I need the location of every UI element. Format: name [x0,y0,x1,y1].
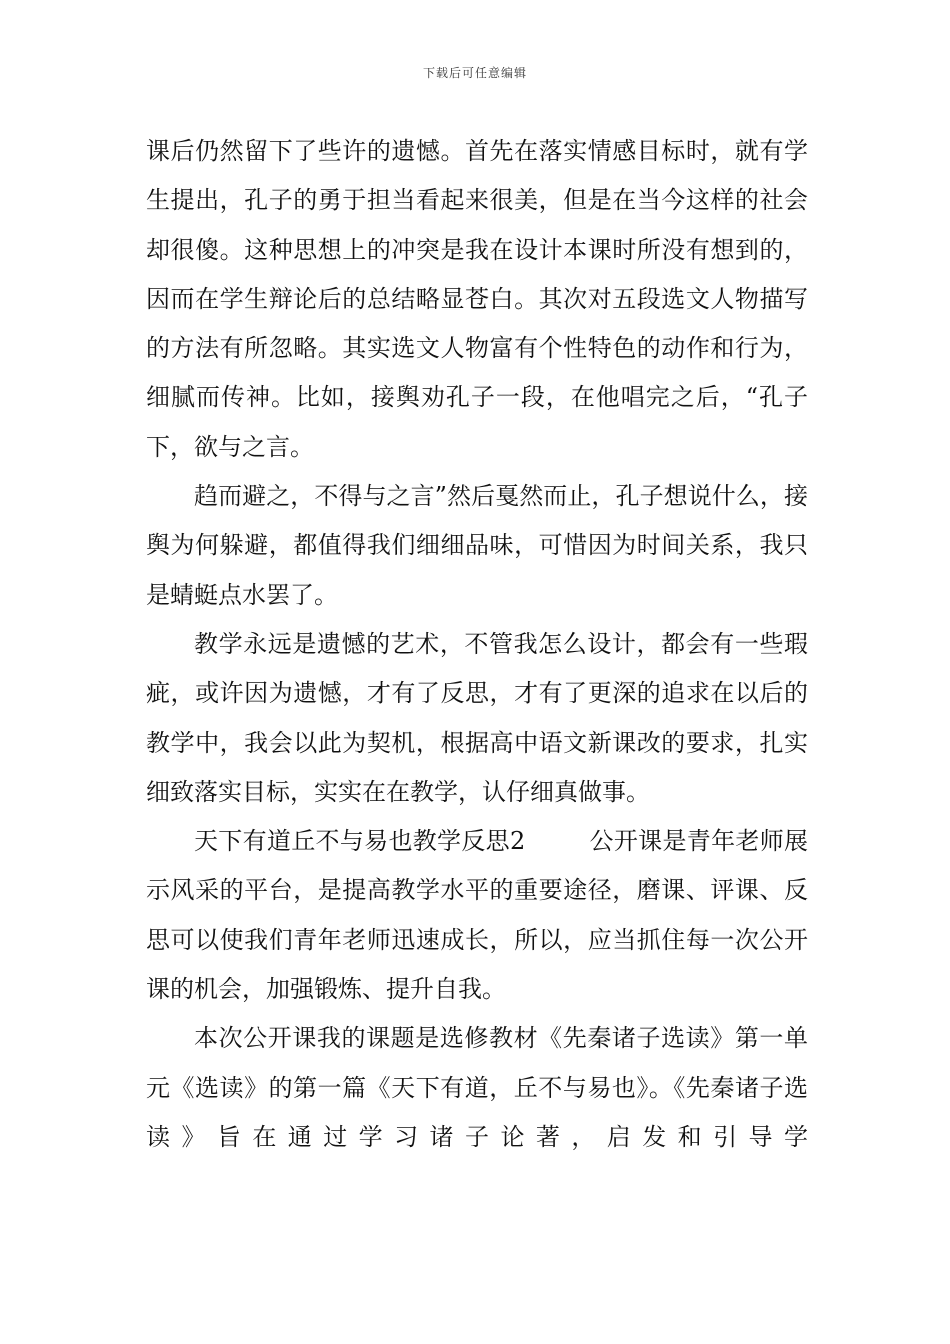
paragraph-4 [146,817,808,1014]
paragraph-3: 教学永远是遗憾的艺术，不管我怎么设计，都会有一些瑕疵，或许因为遗憾，才有了反思，才有了更深的追求在以后的教学中，我会以此为契机，根据高中语文新课改的要求，扎实细致落实目标，实实在在教学，认仔细真做事。 [146,629,808,806]
section-heading: 天下有道丘不与易也教学反思2 [194,827,526,856]
paragraph-4-text: 公开课是青年老师展示风采的平台，是提高教学水平的重要途径，磨课、评课、反思可以使我们青年老师迅速成长，所以，应当抓住每一次公开课的机会，加强锻炼、提升自我。 [146,827,808,1004]
paragraph-2: 趋而避之，不得与之言”然后戛然而止，孔子想说什么，接舆为何躲避，都值得我们细细品味，可惜因为时间关系，我只是蜻蜓点水罢了。 [146,482,808,609]
header-note: 下载后可任意编辑 [422,66,527,80]
paragraph-5: 本次公开课我的课题是选修教材《先秦诸子选读》第一单元《选读》的第一篇《天下有道，丘不与易也》。《先秦诸子选读》旨在通过学习诸子论著，启发和引导学 [146,1024,808,1151]
document-body [146,127,808,1162]
paragraph-1: 课后仍然留下了些许的遗憾。首先在落实情感目标时，就有学生提出，孔子的勇于担当看起来很美，但是在当今这样的社会却很傻。这种思想上的冲突是我在设计本课时所没有想到的，因而在学生辩论后的总结略显苍白。其次对五段选文人物描写的方法有所忽略。其实选文人物富有个性特色的动作和行为，细腻而传神。比如，接舆劝孔子一段，在他唱完之后，“孔子下，欲与之言。 [146,137,808,461]
